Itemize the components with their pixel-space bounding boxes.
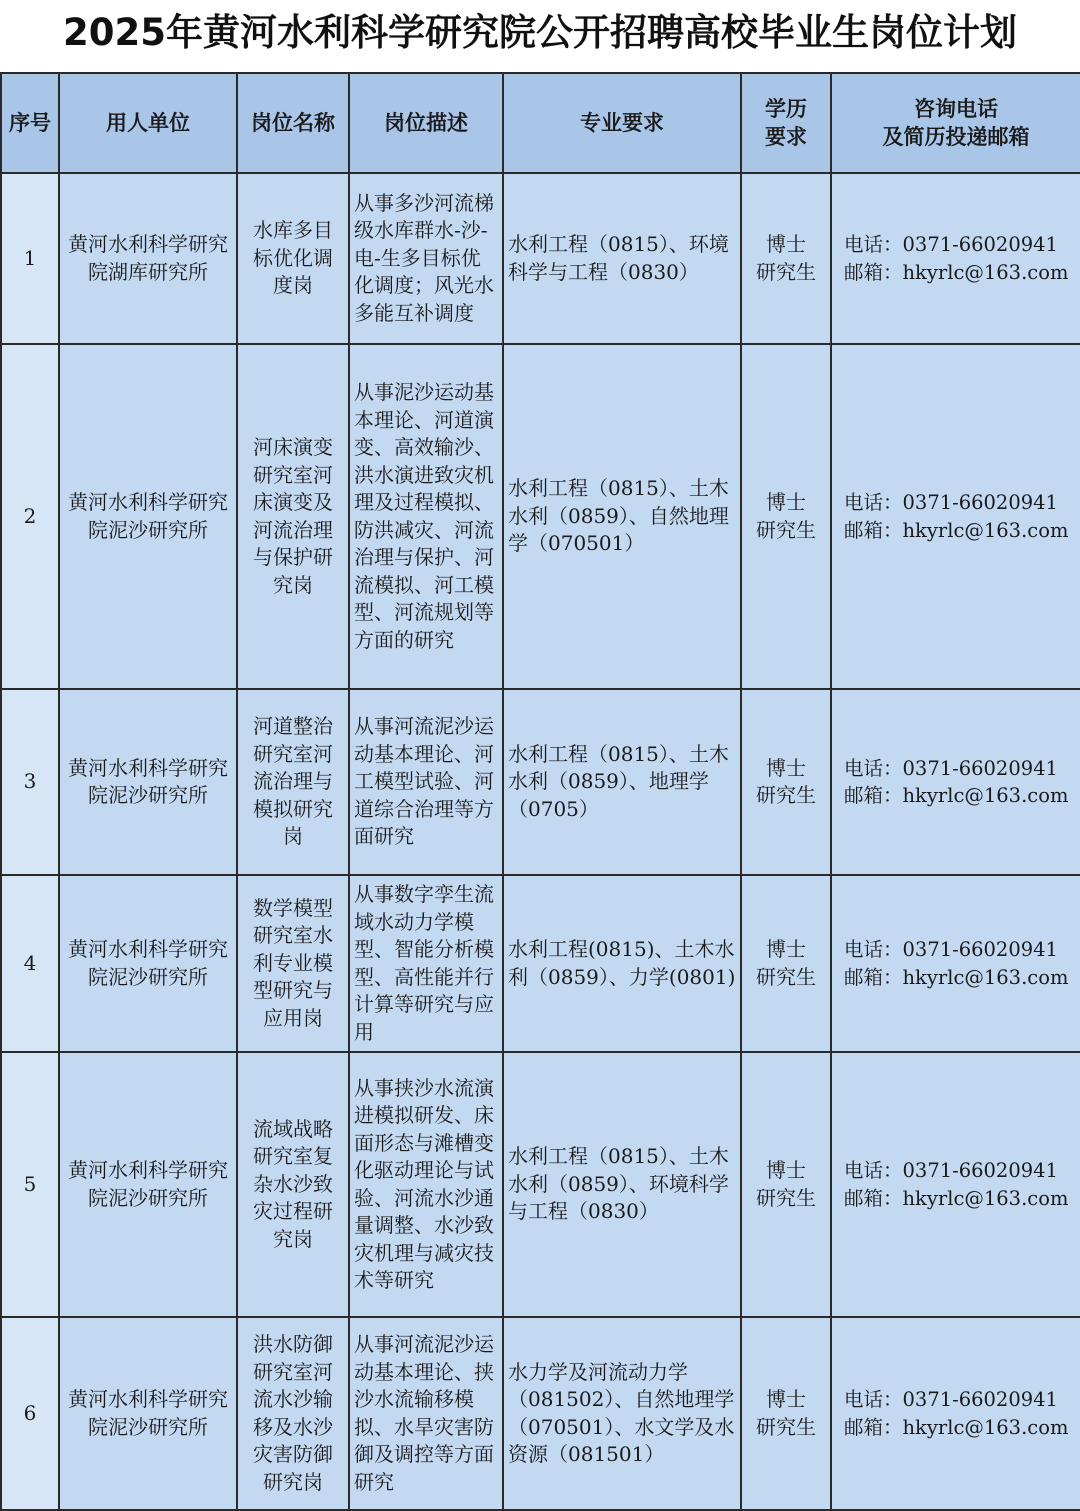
header-edu <box>741 73 831 173</box>
cell-desc: 从事河流泥沙运动基本理论、挟沙水流输移模拟、水旱灾害防御及调控等方面研究 <box>349 1317 503 1510</box>
cell-contact <box>831 173 1080 344</box>
cell-edu <box>741 689 831 875</box>
cell-unit: 黄河水利科学研究院泥沙研究所 <box>59 344 237 689</box>
header-contact-line1: 咨询电话 <box>914 97 998 121</box>
edu-degree: 博士 <box>766 1158 806 1182</box>
header-job: 岗位名称 <box>237 73 349 173</box>
cell-seq: 1 <box>1 173 59 344</box>
cell-job: 河道整治研究室河流治理与模拟研究岗 <box>237 689 349 875</box>
header-major: 专业要求 <box>503 73 741 173</box>
contact-phone: 电话：0371-66020941 <box>844 491 1058 514</box>
cell-desc: 从事多沙河流梯级水库群水-沙-电-生多目标优化调度；风光水多能互补调度 <box>349 173 503 344</box>
cell-seq: 3 <box>1 689 59 875</box>
contact-phone: 电话：0371-66020941 <box>844 233 1058 256</box>
header-seq: 序号 <box>1 73 59 173</box>
contact-phone: 电话：0371-66020941 <box>844 1159 1058 1182</box>
cell-unit: 黄河水利科学研究院泥沙研究所 <box>59 1052 237 1317</box>
cell-major: 水利工程（0815）、土木水利（0859）、环境科学与工程（0830） <box>503 1052 741 1317</box>
cell-major: 水力学及河流动力学（081502）、自然地理学（070501）、水文学及水资源（081501） <box>503 1317 741 1510</box>
cell-unit: 黄河水利科学研究院泥沙研究所 <box>59 689 237 875</box>
edu-level: 研究生 <box>756 1414 816 1439</box>
edu-degree: 博士 <box>766 937 806 961</box>
cell-seq: 2 <box>1 344 59 689</box>
cell-seq: 6 <box>1 1317 59 1510</box>
cell-desc: 从事挟沙水流演进模拟研发、床面形态与滩槽变化驱动理论与试验、河流水沙通量调整、水沙致灾机理与减灾技术等研究 <box>349 1052 503 1317</box>
edu-level: 研究生 <box>756 783 816 807</box>
recruitment-table <box>0 72 1080 1511</box>
header-edu-line2: 要求 <box>765 125 807 149</box>
cell-unit: 黄河水利科学研究院泥沙研究所 <box>59 875 237 1052</box>
cell-contact <box>831 1317 1080 1510</box>
cell-job: 洪水防御研究室河流水沙输移及水沙灾害防御研究岗 <box>237 1317 349 1510</box>
edu-level: 研究生 <box>756 259 816 284</box>
edu-degree: 博士 <box>766 755 806 780</box>
cell-unit: 黄河水利科学研究院湖库研究所 <box>59 173 237 344</box>
cell-seq: 5 <box>1 1052 59 1317</box>
contact-email: 邮箱：hkyrlc@163.com <box>844 965 1069 989</box>
table-row <box>1 1052 1080 1317</box>
table-header-row <box>1 73 1080 173</box>
table-row <box>1 1317 1080 1510</box>
cell-contact <box>831 689 1080 875</box>
table-row <box>1 344 1080 689</box>
cell-job: 水库多目标优化调度岗 <box>237 173 349 344</box>
contact-email: 邮箱：hkyrlc@163.com <box>844 518 1069 542</box>
cell-contact <box>831 875 1080 1052</box>
cell-unit: 黄河水利科学研究院泥沙研究所 <box>59 1317 237 1510</box>
contact-email: 邮箱：hkyrlc@163.com <box>844 260 1069 284</box>
contact-email: 邮箱：hkyrlc@163.com <box>844 1415 1069 1439</box>
cell-contact <box>831 1052 1080 1317</box>
contact-phone: 电话：0371-66020941 <box>844 938 1058 961</box>
cell-edu <box>741 344 831 689</box>
contact-phone: 电话：0371-66020941 <box>844 1388 1058 1411</box>
cell-contact <box>831 344 1080 689</box>
edu-degree: 博士 <box>766 232 806 256</box>
header-desc: 岗位描述 <box>349 73 503 173</box>
edu-level: 研究生 <box>756 964 816 989</box>
cell-edu <box>741 1052 831 1317</box>
cell-desc: 从事数字孪生流域水动力学模型、智能分析模型、高性能并行计算等研究与应用 <box>349 875 503 1052</box>
header-contact-line2: 及简历投递邮箱 <box>882 125 1030 149</box>
cell-seq: 4 <box>1 875 59 1052</box>
cell-job: 流域战略研究室复杂水沙致灾过程研究岗 <box>237 1052 349 1317</box>
table-row <box>1 173 1080 344</box>
cell-edu <box>741 173 831 344</box>
table-row <box>1 689 1080 875</box>
cell-job: 河床演变研究室河床演变及河流治理与保护研究岗 <box>237 344 349 689</box>
cell-desc: 从事泥沙运动基本理论、河道演变、高效输沙、洪水演进致灾机理及过程模拟、防洪减灾、河流治理与保护、河流模拟、河工模型、河流规划等方面的研究 <box>349 344 503 689</box>
cell-major: 水利工程（0815）、环境科学与工程（0830） <box>503 173 741 344</box>
header-contact <box>831 73 1080 173</box>
cell-edu <box>741 1317 831 1510</box>
cell-major: 水利工程（0815）、土木水利（0859）、自然地理学（070501） <box>503 344 741 689</box>
contact-email: 邮箱：hkyrlc@163.com <box>844 784 1069 807</box>
header-unit: 用人单位 <box>59 73 237 173</box>
contact-email: 邮箱：hkyrlc@163.com <box>844 1186 1069 1210</box>
edu-level: 研究生 <box>756 517 816 542</box>
edu-degree: 博士 <box>766 490 806 514</box>
cell-desc: 从事河流泥沙运动基本理论、河工模型试验、河道综合治理等方面研究 <box>349 689 503 875</box>
page-title: 2025年黄河水利科学研究院公开招聘高校毕业生岗位计划 <box>63 11 1017 54</box>
table-row <box>1 875 1080 1052</box>
header-edu-line1: 学历 <box>765 97 807 121</box>
cell-major: 水利工程（0815）、土木水利（0859）、地理学（0705） <box>503 689 741 875</box>
contact-phone: 电话：0371-66020941 <box>844 756 1058 780</box>
edu-level: 研究生 <box>756 1185 816 1210</box>
cell-major: 水利工程(0815)、土木水利（0859）、力学(0801) <box>503 875 741 1052</box>
edu-degree: 博士 <box>766 1387 806 1411</box>
cell-edu <box>741 875 831 1052</box>
cell-job: 数学模型研究室水利专业模型研究与应用岗 <box>237 875 349 1052</box>
